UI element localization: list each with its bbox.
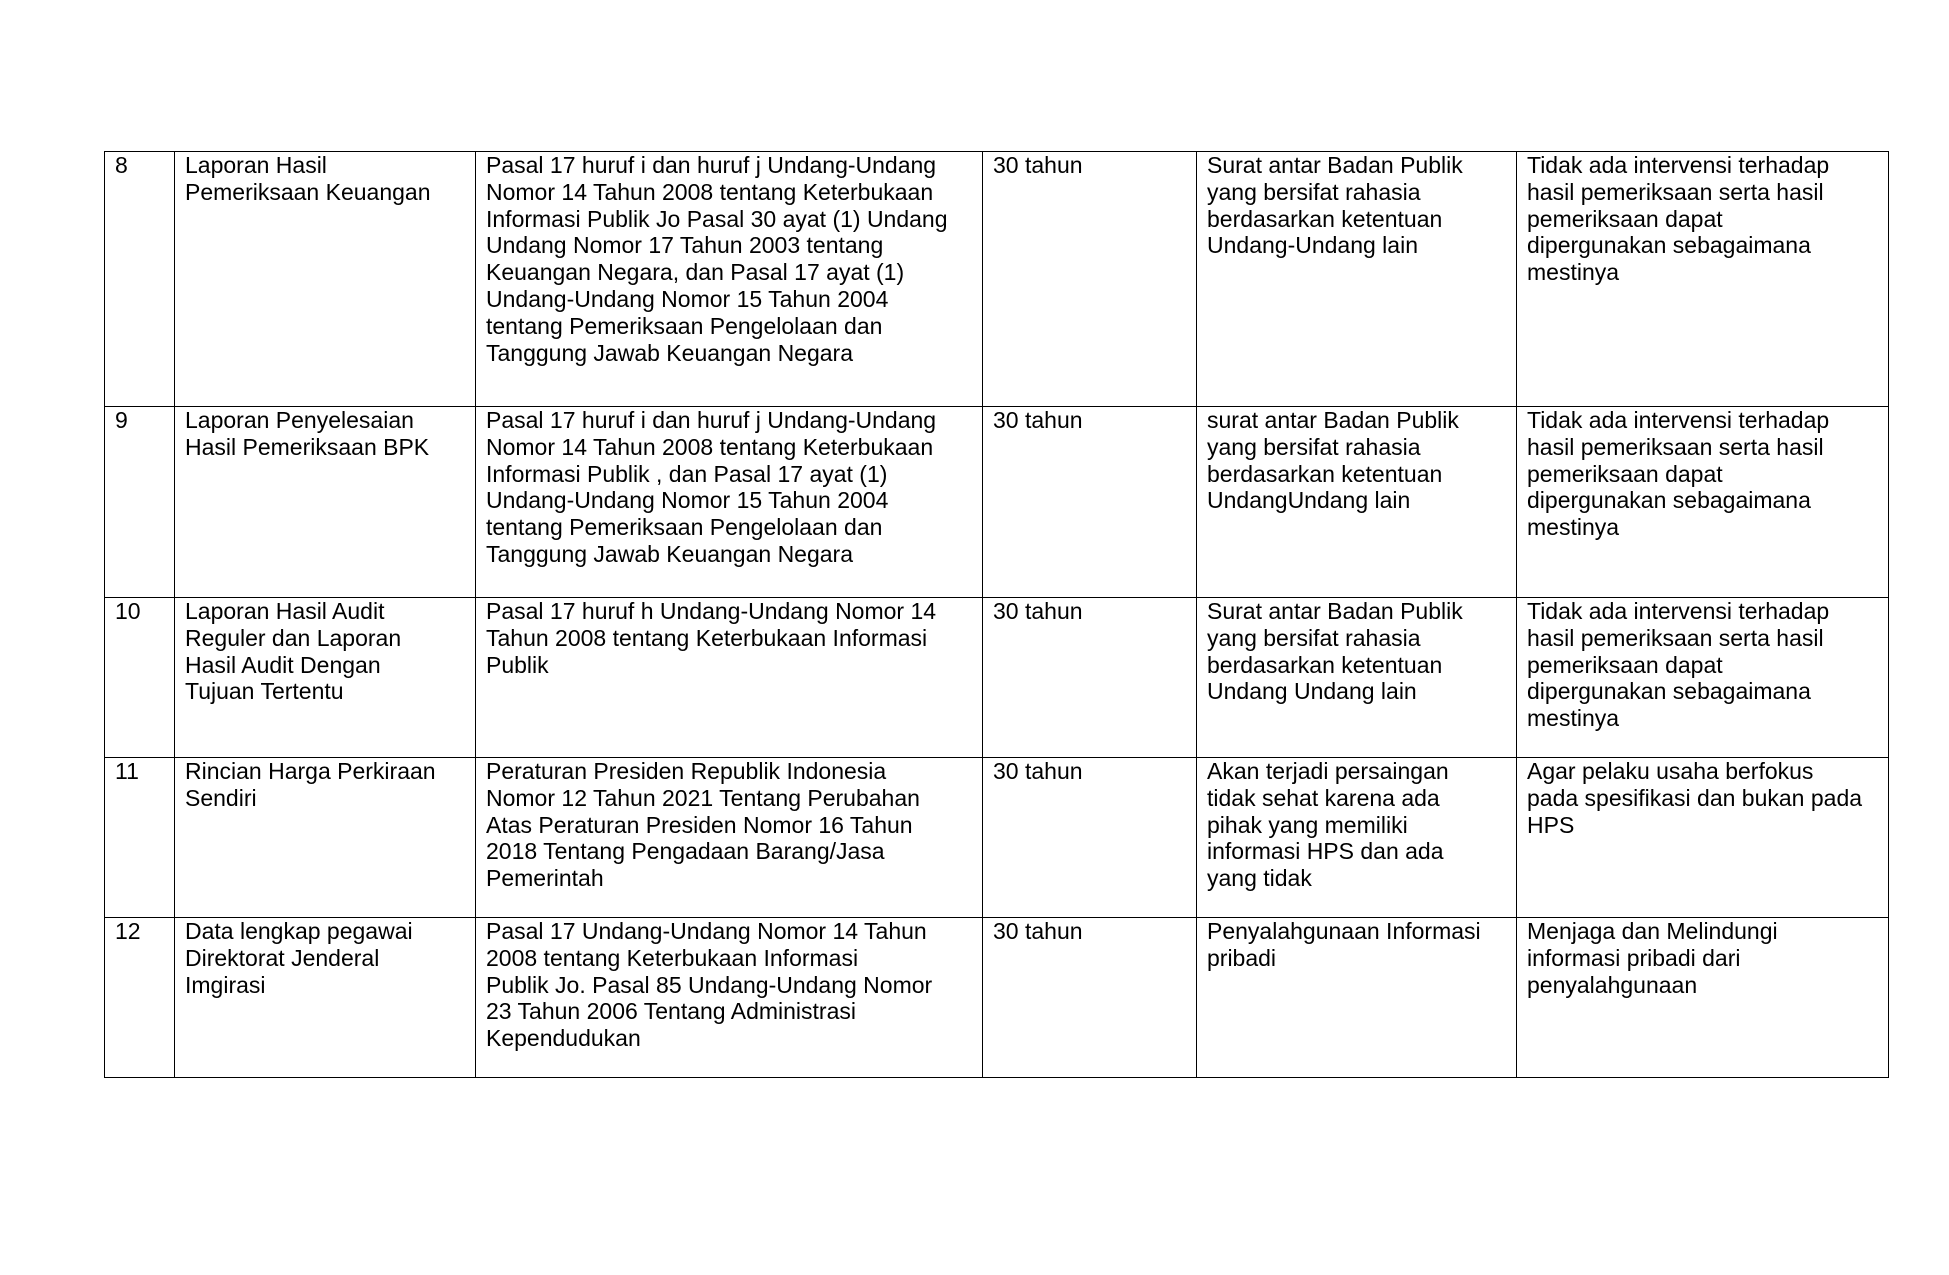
information-title-cell: Laporan Hasil Pemeriksaan Keuangan xyxy=(175,152,476,407)
information-title-cell: Laporan Hasil Audit Reguler dan Laporan Hasil Audit Dengan Tujuan Tertentu xyxy=(175,598,476,758)
purpose-cell: Tidak ada intervensi terhadap hasil pemeriksaan serta hasil pemeriksaan dapat dipergunakan sebagaimana mestinya xyxy=(1517,152,1889,407)
row-number-cell: 11 xyxy=(105,758,175,918)
information-title-cell: Laporan Penyelesaian Hasil Pemeriksaan BPK xyxy=(175,407,476,598)
table-row xyxy=(105,918,1889,1078)
consequence-cell: Surat antar Badan Publik yang bersifat rahasia berdasarkan ketentuan Undang Undang lain xyxy=(1197,598,1517,758)
purpose-cell: Menjaga dan Melindungi informasi pribadi dari penyalahgunaan xyxy=(1517,918,1889,1078)
retention-period-cell: 30 tahun xyxy=(983,152,1197,407)
legal-basis-cell: Pasal 17 huruf h Undang-Undang Nomor 14 Tahun 2008 tentang Keterbukaan Informasi Publik xyxy=(476,598,983,758)
retention-period-cell: 30 tahun xyxy=(983,598,1197,758)
row-number-cell: 12 xyxy=(105,918,175,1078)
legal-basis-cell: Pasal 17 huruf i dan huruf j Undang-Undang Nomor 14 Tahun 2008 tentang Keterbukaan Informasi Publik Jo Pasal 30 ayat (1) Undang Undang Nomor 17 Tahun 2003 tentang Keuangan Negara, dan Pasal 17 ayat (1) Undang-Undang Nomor 15 Tahun 2004 tentang Pemeriksaan Pengelolaan dan Tanggung Jawab Keuangan Negara xyxy=(476,152,983,407)
consequence-cell: Penyalahgunaan Informasi pribadi xyxy=(1197,918,1517,1078)
retention-period-cell: 30 tahun xyxy=(983,758,1197,918)
exempt-information-table xyxy=(104,151,1889,1078)
consequence-cell: surat antar Badan Publik yang bersifat rahasia berdasarkan ketentuan UndangUndang lain xyxy=(1197,407,1517,598)
purpose-cell: Tidak ada intervensi terhadap hasil pemeriksaan serta hasil pemeriksaan dapat dipergunakan sebagaimana mestinya xyxy=(1517,598,1889,758)
legal-basis-cell: Pasal 17 Undang-Undang Nomor 14 Tahun 2008 tentang Keterbukaan Informasi Publik Jo. Pasal 85 Undang-Undang Nomor 23 Tahun 2006 Tentang Administrasi Kependudukan xyxy=(476,918,983,1078)
legal-basis-cell: Peraturan Presiden Republik Indonesia Nomor 12 Tahun 2021 Tentang Perubahan Atas Peraturan Presiden Nomor 16 Tahun 2018 Tentang Pengadaan Barang/Jasa Pemerintah xyxy=(476,758,983,918)
information-title-cell: Data lengkap pegawai Direktorat Jenderal Imgirasi xyxy=(175,918,476,1078)
table-row xyxy=(105,152,1889,407)
consequence-cell: Akan terjadi persaingan tidak sehat karena ada pihak yang memiliki informasi HPS dan ada yang tidak xyxy=(1197,758,1517,918)
retention-period-cell: 30 tahun xyxy=(983,918,1197,1078)
row-number-cell: 8 xyxy=(105,152,175,407)
row-number-cell: 9 xyxy=(105,407,175,598)
purpose-cell: Tidak ada intervensi terhadap hasil pemeriksaan serta hasil pemeriksaan dapat dipergunakan sebagaimana mestinya xyxy=(1517,407,1889,598)
table-row xyxy=(105,407,1889,598)
row-number-cell: 10 xyxy=(105,598,175,758)
table-row xyxy=(105,598,1889,758)
retention-period-cell: 30 tahun xyxy=(983,407,1197,598)
information-title-cell: Rincian Harga Perkiraan Sendiri xyxy=(175,758,476,918)
table-row xyxy=(105,758,1889,918)
consequence-cell: Surat antar Badan Publik yang bersifat rahasia berdasarkan ketentuan Undang-Undang lain xyxy=(1197,152,1517,407)
legal-basis-cell: Pasal 17 huruf i dan huruf j Undang-Undang Nomor 14 Tahun 2008 tentang Keterbukaan Informasi Publik , dan Pasal 17 ayat (1) Undang-Undang Nomor 15 Tahun 2004 tentang Pemeriksaan Pengelolaan dan Tanggung Jawab Keuangan Negara xyxy=(476,407,983,598)
purpose-cell: Agar pelaku usaha berfokus pada spesifikasi dan bukan pada HPS xyxy=(1517,758,1889,918)
